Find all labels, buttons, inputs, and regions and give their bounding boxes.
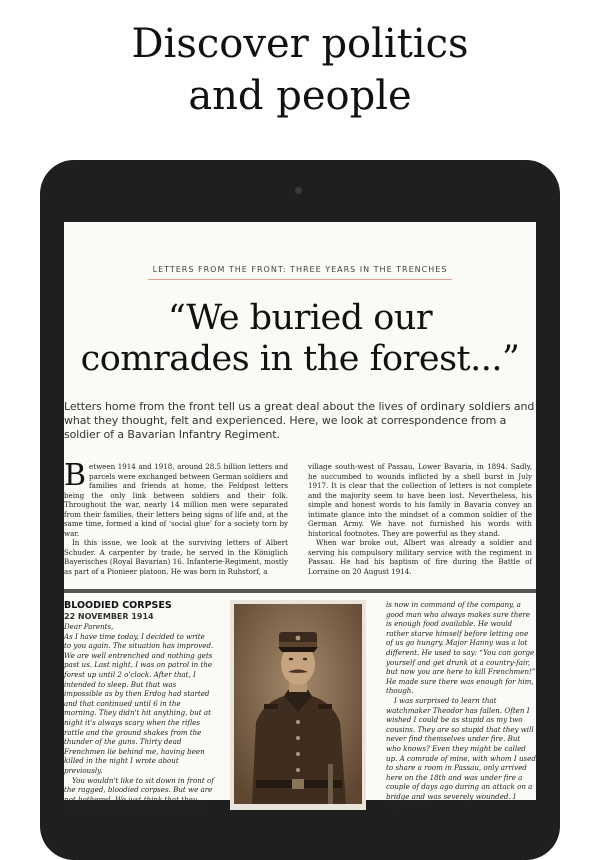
article-body: [64, 458, 536, 584]
soldier-portrait-image: [234, 604, 362, 804]
body-paragraph: village south-west of Passau, Lower Bavaria, in 1894. Sadly, he succumbed to wounds inflicted by a shell burst in July 1917. It is clear that the collection of letters is not complete and the majority seem to have been lost. Nevertheless, his simple and honest words to his family in Bavaria convey an intimate glance into the mindset of a common soldier of the German Army. We have not furnished his words with historical footnotes. They are powerful as they stand.: [308, 462, 532, 538]
letter-text: [386, 600, 536, 811]
promo-headline-line2: and people: [188, 73, 412, 119]
letter-paragraph: You wouldn't like to sit down in front of the ragged, bloodied corpses. But we are not bothered. We just think that they can't harm us anymore. We buried our: [64, 775, 214, 814]
article-kicker: LETTERS FROM THE FRONT: THREE YEARS IN THE TRENCHES: [152, 265, 448, 274]
article-title-line2: comrades in the forest...”: [80, 339, 520, 379]
section-date: 22 NOVEMBER 1914: [64, 612, 154, 621]
letter-paragraph: is now in command of the company, a good man who always makes sure there is enough food available. He would rather starve himself before letting one of us go hungry. Major Hanny was a lot different. He used to say: “You can gorge yourself and get drunk at a country-fair, but now you are here to kill Frenchmen!” He made sure there was enough for him, though.: [386, 600, 536, 696]
section-heading: BLOODIED CORPSES: [64, 600, 172, 611]
kicker-divider: [148, 279, 452, 280]
letter-column-right: [386, 600, 536, 811]
body-column-2: [308, 462, 532, 576]
body-paragraph: etween 1914 and 1918, around 28.5 billion letters and parcels were exchanged between German soldiers and families and friends at home, the Feldpost letters being the only link between soldiers and their folk. Throughout the war, nearly 14 million men were separated from their families, their letters being signs of life and, at the same time, formed a kind of ‘social glue’ for a society torn by war.: [64, 462, 288, 538]
body-paragraph: In this issue, we look at the surviving letters of Albert Schuder. A carpenter by trade, he served in the Königlich Bayerisches (Royal Bavarian) 16. Infanterie-Regiment, mostly as part of a Pionieer platoon. He was born in Ruhstorf, a: [64, 538, 288, 576]
letter-paragraph: Dear Parents,: [64, 622, 114, 631]
article-title: [64, 298, 536, 380]
body-column-1: [64, 458, 288, 576]
promo-headline-line1: Discover politics: [131, 21, 469, 67]
letter-column-left: [64, 600, 214, 814]
letters-section: [64, 600, 536, 814]
soldier-photo-frame: [230, 600, 366, 810]
section-divider: [64, 589, 536, 593]
magazine-page[interactable]: [64, 222, 536, 814]
article-standfirst: Letters home from the front tell us a great deal about the lives of ordinary soldiers and what they thought, felt and experienced. Here, we look at correspondence from a soldier of a Bavarian Infantry Regiment.: [64, 400, 535, 441]
letter-paragraph: As I have time today, I decided to write to you again. The situation has improved. We are well entrenched and nothing gets past us. Last night, I was on patrol in the forest up until 2 o'clock. After that, I intended to sleep. But that was impossible as by then Erdog had started and that continued until 6 in the morning. They didn't hit anything, but at night it's always scary when the rifles rattle and the ground shakes from the thunder of the guns. Thirty dead Frenchmen lie behind me, having been killed in the night I wrote about previously.: [64, 631, 214, 775]
promo-headline: [0, 18, 600, 122]
letter-paragraph: I was surprised to learn that watchmaker Theodor has fallen. Often I wished I could be as stupid as my two cousins. They are so stupid that they will never find themselves under fire. But who knows? Even they might be called up. A comrade of mine, with whom I used to share a room in Passau, only arrived here on the 18th and was under fire a couple of days ago during an attack on a bridge and was severely wounded. I suppose he: [386, 695, 536, 811]
letter-text: [64, 622, 214, 814]
drop-cap: B: [64, 458, 87, 493]
article-title-line1: “We buried our: [167, 298, 433, 338]
body-paragraph: When war broke out, Albert was already a soldier and serving his compulsory military service with the regiment in Passau. He had his baptism of fire during the Battle of Lorraine on 20 August 1914.: [308, 538, 532, 576]
camera-icon: [295, 187, 302, 194]
